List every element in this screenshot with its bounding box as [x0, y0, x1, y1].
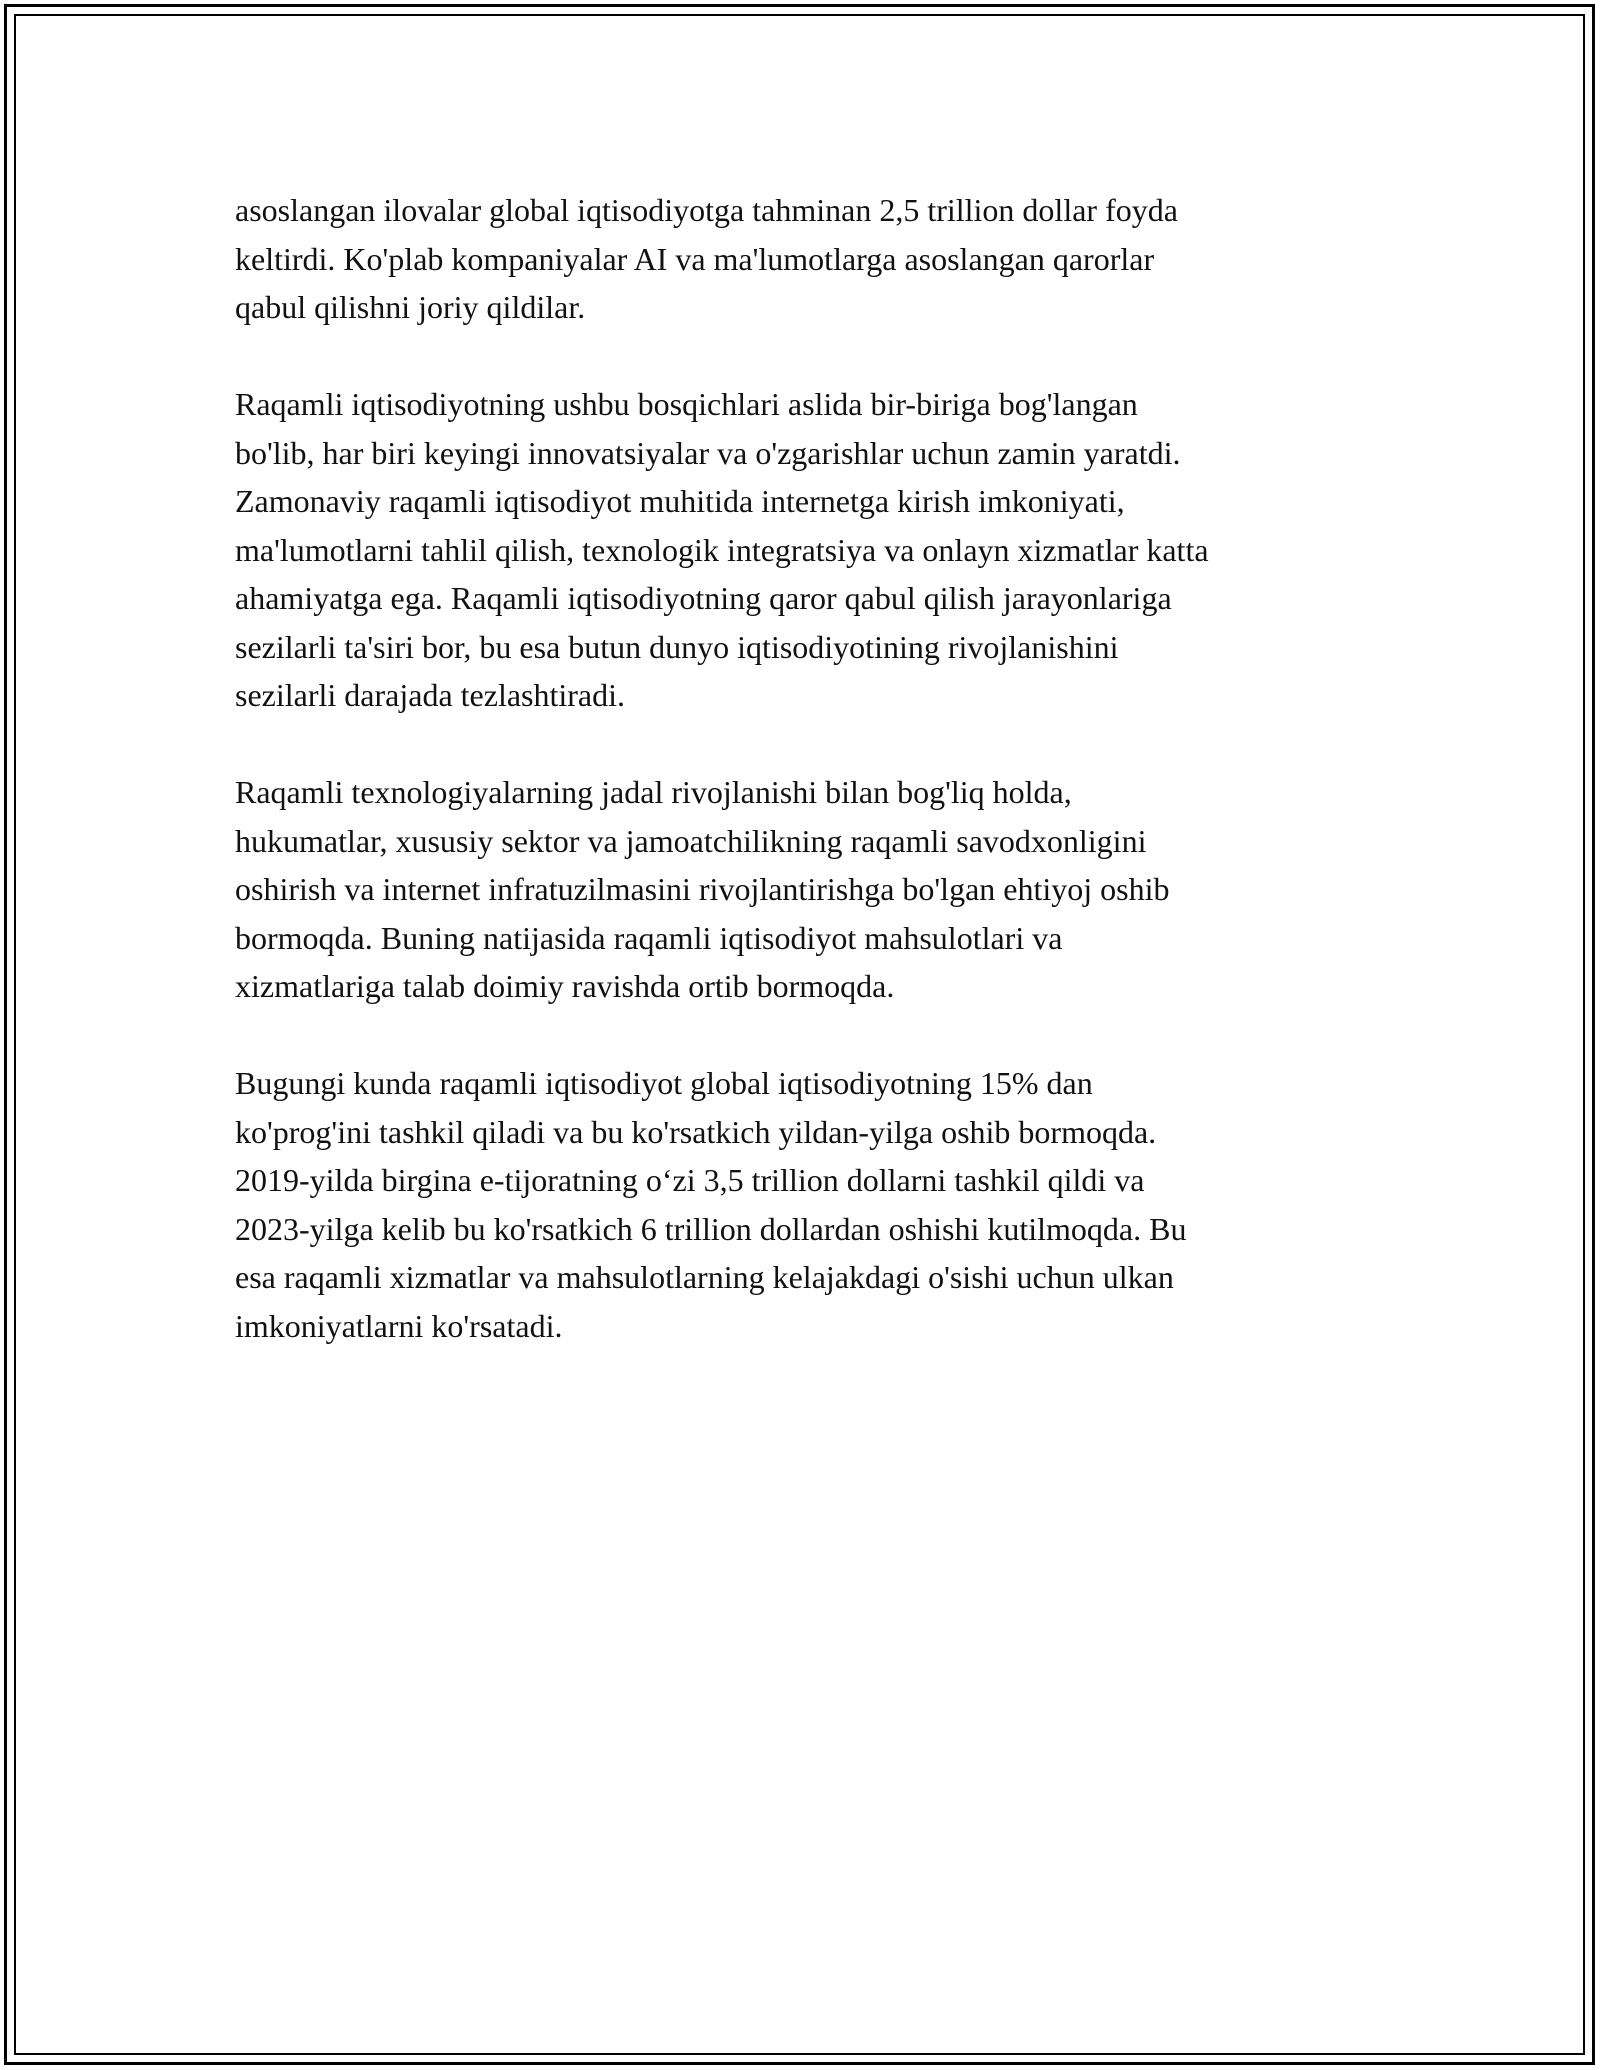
paragraph-1: asoslangan ilovalar global iqtisodiyotga tahminan 2,5 trillion dollar foyda keltirdi. Ko'plab kompaniyalar AI va ma'lumotlarga asoslangan qarorlar qabul qilishni joriy qildilar.	[235, 192, 1178, 325]
paragraph-4: Bugungi kunda raqamli iqtisodiyot global iqtisodiyotning 15% dan ko'prog'ini tashkil qiladi va bu ko'rsatkich yildan-yilga oshib bormoqda. 2019-yilda birgina e-tijoratning o‘zi 3,5 trillion dollarni tashkil qildi va 2023-yilga kelib bu ko'rsatkich 6 trillion dollardan oshishi kutilmoqda. Bu esa raqamli xizmatlar va mahsulotlarning kelajakdagi o'sishi uchun ulkan imkoniyatlarni ko'rsatadi.	[235, 1065, 1187, 1344]
paragraph-3: Raqamli texnologiyalarning jadal rivojlanishi bilan bog'liq holda, hukumatlar, xususiy sektor va jamoatchilikning raqamli savodxonligini oshirish va internet infratuzilmasini rivojlantirishga bo'lgan ehtiyoj oshib bormoqda. Buning natijasida raqamli iqtisodiyot mahsulotlari va xizmatlariga talab doimiy ravishda ortib bormoqda.	[235, 774, 1170, 1004]
paragraph-2: Raqamli iqtisodiyotning ushbu bosqichlari aslida bir-biriga bog'langan bo'lib, har biri keyingi innovatsiyalar va o'zgarishlar uchun zamin yaratdi. Zamonaviy raqamli iqtisodiyot muhitida internetga kirish imkoniyati, ma'lumotlarni tahlil qilish, texnologik integratsiya va onlayn xizmatlar katta ahamiyatga ega. Raqamli iqtisodiyotning qaror qabul qilish jarayonlariga sezilarli ta'siri bor, bu esa butun dunyo iqtisodiyotining rivojlanishini sezilarli darajada tezlashtiradi.	[235, 386, 1209, 713]
document-body	[235, 186, 1365, 1399]
